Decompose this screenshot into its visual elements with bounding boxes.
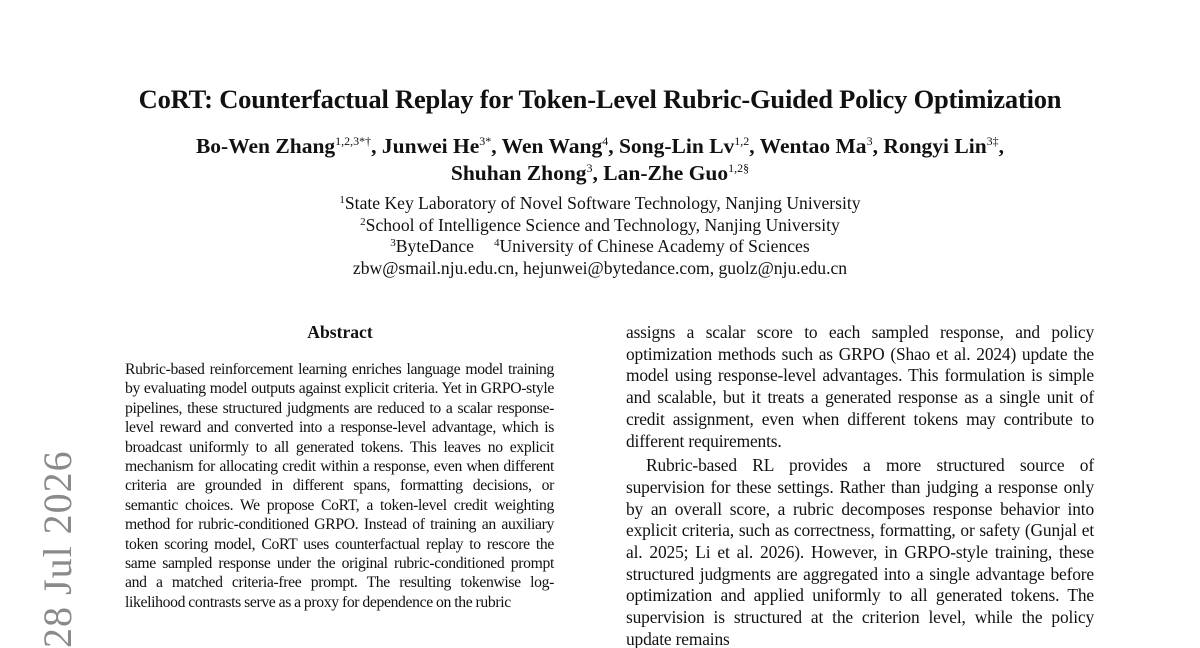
author-name: Lan-Zhe Guo (603, 161, 729, 185)
intro-paragraph: assigns a scalar score to each sampled response, and policy optimization methods such as GRPO (Shao et al. 2024) update the model using response-level advantages. This formulation is simple and scalable, but it treats a generated response as a single unit of credit assignment, even when different tokens may contribute to different requirements. (626, 322, 1094, 451)
arxiv-side-stamp: 28 Jul 2026 (35, 450, 80, 648)
author-affiliation-sup: 3 (586, 161, 593, 175)
author-affiliation-sup: 4 (602, 134, 609, 148)
paper-title: CoRT: Counterfactual Replay for Token-Level Rubric-Guided Policy Optimization (138, 84, 1062, 114)
author-list (0, 133, 1200, 187)
author-name: Bo-Wen Zhang (195, 134, 336, 158)
affiliation-line-3 (0, 236, 1200, 258)
affiliation-block (0, 193, 1200, 279)
author-name: Shuhan Zhong (450, 161, 587, 185)
affiliation-sup: 3 (390, 237, 396, 250)
affiliation-text: School of Intelligence Science and Technology, Nanjing University (365, 214, 840, 235)
author-affiliation-sup: 3 (866, 134, 873, 148)
author-separator: , (872, 134, 884, 158)
intro-paragraph: Rubric-based RL provides a more structured source of supervision for these settings. Rather than judging a response only by an overall score, a rubric decomposes response behavior into explicit criteria, such as correctness, formatting, or safety (Gunjal et al. 2025; Li et al. 2026). However, in GRPO-style training, these structured judgments are aggregated into a single advantage before optimization and applied uniformly to all generated tokens. The supervision is structured at the criterion level, while the policy update remains (626, 455, 1094, 648)
author-line-2 (0, 160, 1200, 187)
author-separator: , (608, 134, 619, 158)
abstract-text: Rubric-based reinforcement learning enriches language model training by evaluating model outputs against explicit criteria. Yet in GRPO-style pipelines, these structured judgments are reduced to a scalar response-level reward and converted into a response-level advantage, which is broadcast uniformly to all generated tokens. This leaves no explicit mechanism for allocating credit within a response, even when different criteria are grounded in different spans, formatting decisions, or semantic choices. We propose CoRT, a token-level credit weighting method for rubric-conditioned GRPO. Instead of training an auxiliary token scoring model, CoRT uses counterfactual replay to rescore the same sampled response under the original rubric-conditioned prompt and a matched criteria-free prompt. The resulting tokenwise log-likelihood contrasts serve as a proxy for dependence on the rubric (125, 361, 554, 611)
author-separator: , (491, 134, 502, 158)
author-separator: , (998, 134, 1005, 158)
author-name: Song-Lin Lv (618, 134, 735, 158)
author-affiliation-sup: 1,2 (734, 134, 750, 148)
affiliation-text: State Key Laboratory of Novel Software Technology, Nanjing University (344, 193, 861, 213)
introduction-column (626, 322, 1094, 648)
affiliation-line-2 (0, 215, 1200, 237)
affiliation-sup: 1 (339, 194, 345, 206)
affiliation-sup: 2 (360, 215, 366, 228)
author-emails: zbw@smail.nju.edu.cn, hejunwei@bytedance.com, guolz@nju.edu.cn (352, 257, 848, 278)
affiliation-sup: 4 (493, 237, 500, 250)
affiliation-text: ByteDance (395, 236, 474, 257)
author-separator: , (371, 134, 382, 158)
author-name: Wen Wang (501, 134, 603, 158)
author-affiliation-sup: 1,2§ (728, 161, 750, 175)
author-name: Junwei He (381, 134, 480, 158)
author-name: Rongyi Lin (883, 134, 987, 158)
abstract-heading: Abstract (307, 322, 373, 342)
author-affiliation-sup: 3‡ (986, 134, 999, 148)
affiliation-line-1 (0, 193, 1200, 215)
author-affiliation-sup: 1,2,3*† (335, 134, 372, 148)
author-line-1 (0, 133, 1200, 160)
author-separator: , (592, 161, 604, 185)
author-separator: , (749, 134, 760, 158)
affiliation-text: University of Chinese Academy of Sciences (499, 236, 810, 257)
author-name: Wentao Ma (759, 134, 867, 158)
author-affiliation-sup: 3* (479, 134, 492, 148)
